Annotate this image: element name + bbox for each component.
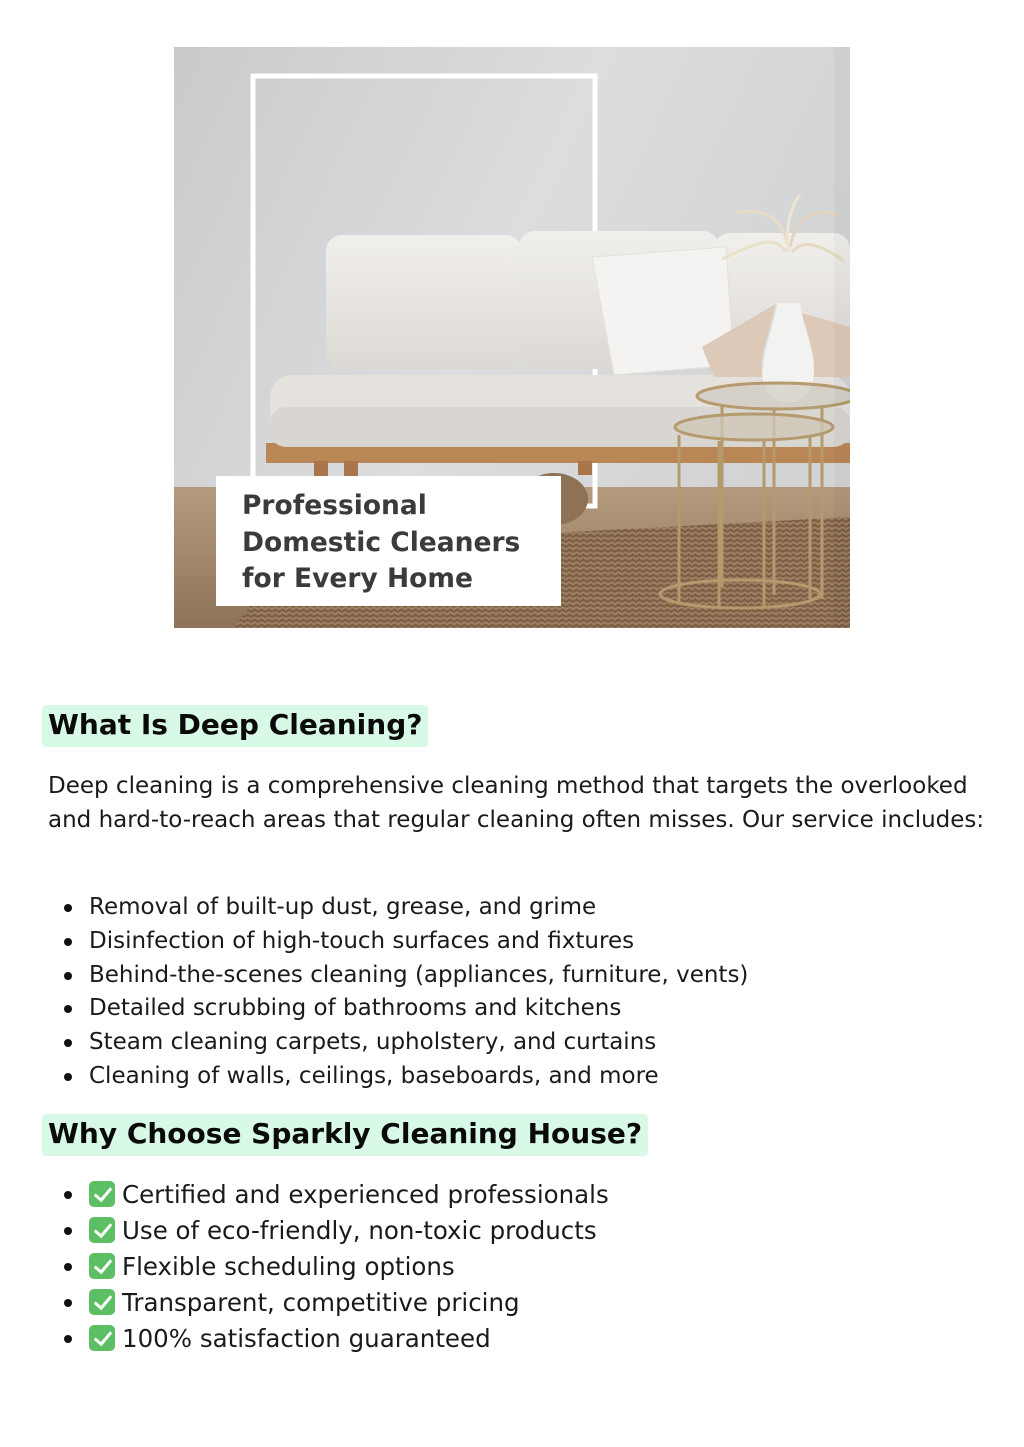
list-item-text: Transparent, competitive pricing: [122, 1288, 520, 1317]
list-item: [48, 1213, 609, 1249]
why-choose-list: [48, 1177, 609, 1357]
check-box-icon: [89, 1217, 115, 1243]
deep-cleaning-list: [48, 891, 748, 1094]
list-item: Cleaning of walls, ceilings, baseboards, and more: [48, 1060, 748, 1094]
why-choose-heading: Why Choose Sparkly Cleaning House?: [42, 1114, 648, 1156]
check-box-icon: [89, 1289, 115, 1315]
list-item: [48, 1285, 609, 1321]
list-item: Behind-the-scenes cleaning (appliances, furniture, vents): [48, 959, 748, 993]
check-box-icon: [89, 1325, 115, 1351]
list-item: [48, 1249, 609, 1285]
list-item: Removal of built-up dust, grease, and grime: [48, 891, 748, 925]
list-item-text: Flexible scheduling options: [122, 1252, 455, 1281]
deep-cleaning-heading: What Is Deep Cleaning?: [42, 705, 428, 747]
list-item: Detailed scrubbing of bathrooms and kitchens: [48, 992, 748, 1026]
hero-caption-box: [216, 476, 561, 606]
hero-caption-line: for Every Home: [242, 563, 473, 594]
hero-image: [174, 47, 850, 628]
list-item: Steam cleaning carpets, upholstery, and curtains: [48, 1026, 748, 1060]
list-item: [48, 1321, 609, 1357]
list-item: [48, 1177, 609, 1213]
deep-cleaning-intro: Deep cleaning is a comprehensive cleaning method that targets the overlooked and hard-to-reach areas that regular cleaning often misses. Our service includes:: [48, 773, 985, 833]
list-item-text: Use of eco-friendly, non-toxic products: [122, 1216, 597, 1245]
list-item: Disinfection of high-touch surfaces and fixtures: [48, 925, 748, 959]
check-box-icon: [89, 1181, 115, 1207]
list-item-text: Certified and experienced professionals: [122, 1180, 609, 1209]
check-box-icon: [89, 1253, 115, 1279]
hero-caption-line: Professional: [242, 490, 427, 521]
list-item-text: 100% satisfaction guaranteed: [122, 1324, 491, 1353]
hero-caption-line: Domestic Cleaners: [242, 526, 521, 558]
